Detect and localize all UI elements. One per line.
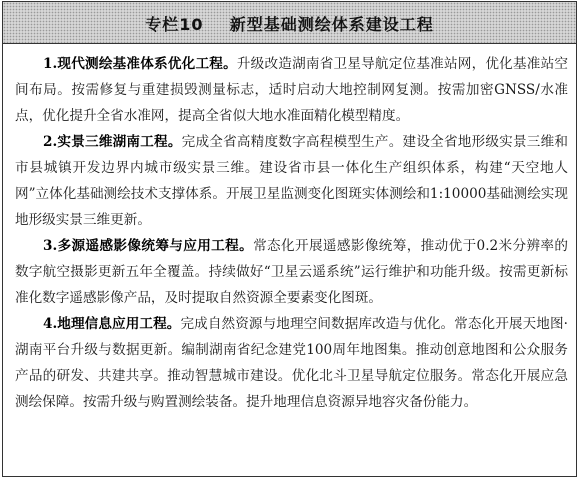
column-box: [2, 1, 577, 477]
column-content: [15, 51, 568, 415]
column-title: 专栏10 新型基础测绘体系建设工程: [145, 15, 434, 34]
item-paragraph: [15, 129, 568, 233]
item-text: 完成自然资源与地理空间数据库改造与优化。常态化开展天地图·湖南平台升级与数据更新。编制湖南省纪念建党100周年地图集。推动创意地图和公众服务产品的研发、共建共享。推动智慧城市建设。优化北斗卫星导航定位服务。常态化开展应急测绘保障。按需升级与购置测绘装备。提升地理信息资源异地容灾备份能力。: [15, 316, 568, 410]
item-text: 升级改造湖南省卫星导航定位基准站网，优化基准站空间布局。按需修复与重建损毁测量标志，适时启动大地控制网复测。按需加密GNSS/水准点，优化提升全省水准网，提高全省似大地水准面精化模型精度。: [15, 56, 568, 124]
item-text: 常态化开展遥感影像统筹，推动优于0.2米分辨率的数字航空摄影更新五年全覆盖。持续做好“卫星云遥系统”运行维护和功能升级。按需更新标准化数字遥感影像产品，及时提取自然资源全要素变化图斑。: [15, 238, 568, 306]
column-header: [3, 2, 576, 44]
item-heading: 2.实景三维湖南工程。: [43, 134, 182, 150]
item-paragraph: [15, 311, 568, 415]
item-paragraph: [15, 233, 568, 311]
item-text: 完成全省高精度数字高程模型生产。建设全省地形级实景三维和市县城镇开发边界内城市级实景三维。建设省市县一体化生产组织体系，构建“天空地人网”立体化基础测绘技术支撑体系。开展卫星监测变化图斑实体测绘和1:10000基础测绘实现地形级实景三维更新。: [15, 134, 568, 228]
item-paragraph: [15, 51, 568, 129]
item-heading: 4.地理信息应用工程。: [43, 316, 181, 332]
item-heading: 1.现代测绘基准体系优化工程。: [43, 56, 237, 72]
item-heading: 3.多源遥感影像统筹与应用工程。: [43, 238, 254, 254]
